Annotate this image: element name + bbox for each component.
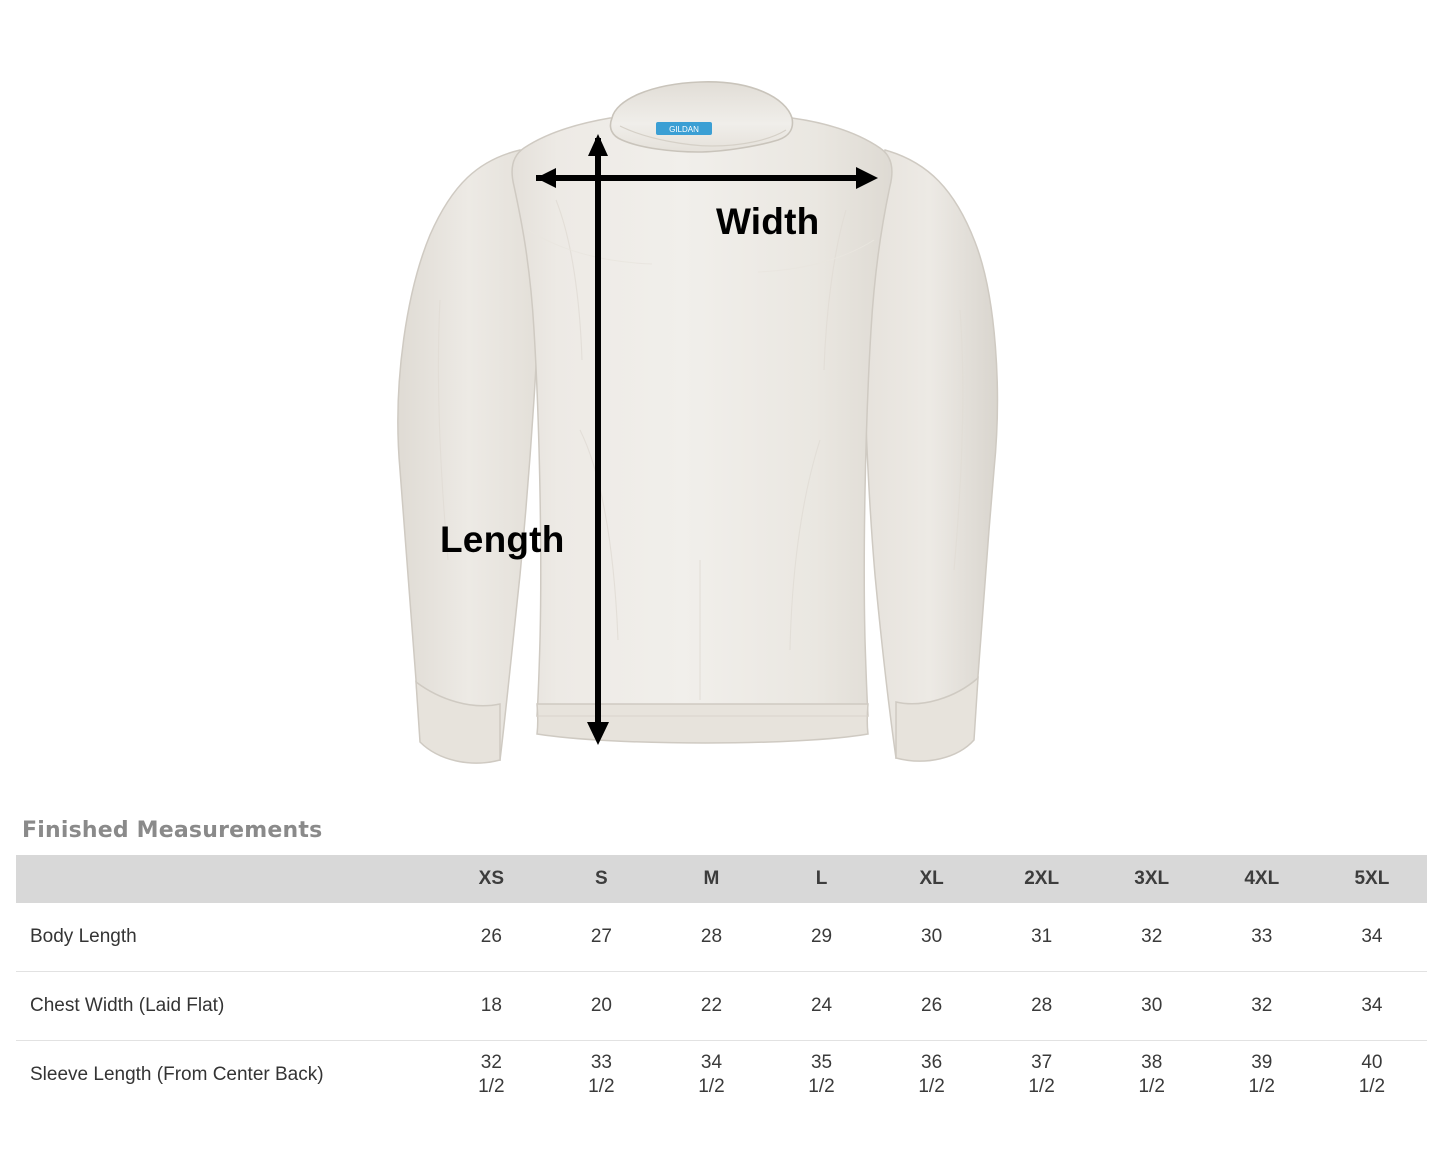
header-size-4xl: 4XL bbox=[1207, 855, 1317, 903]
value-whole: 39 bbox=[1251, 1052, 1273, 1074]
cell-chest-width-2xl: 28 bbox=[987, 972, 1097, 1041]
cell-body-length-m: 28 bbox=[656, 903, 766, 972]
size-chart-table bbox=[16, 855, 1427, 1109]
cell-body-length-l: 29 bbox=[766, 903, 876, 972]
value-whole: 32 bbox=[480, 1052, 502, 1074]
header-size-5xl: 5XL bbox=[1317, 855, 1427, 903]
header-size-xs: XS bbox=[436, 855, 546, 903]
value-whole: 35 bbox=[810, 1052, 833, 1074]
value-whole: 37 bbox=[1031, 1052, 1053, 1074]
length-annotation-label: Length bbox=[440, 519, 565, 560]
brand-tag-text: GILDAN bbox=[669, 125, 699, 134]
header-size-l: L bbox=[766, 855, 876, 903]
value-whole: 33 bbox=[590, 1052, 612, 1074]
cell-chest-width-l: 24 bbox=[766, 972, 876, 1041]
finished-measurements-section bbox=[0, 800, 1445, 1109]
cell-sleeve-length-4xl bbox=[1207, 1041, 1317, 1110]
table-row bbox=[16, 972, 1427, 1041]
cell-sleeve-length-xs bbox=[436, 1041, 546, 1110]
cell-chest-width-m: 22 bbox=[656, 972, 766, 1041]
value-fraction: 1/2 bbox=[1358, 1076, 1386, 1097]
cell-sleeve-length-xl bbox=[877, 1041, 987, 1110]
value-fraction: 1/2 bbox=[1138, 1076, 1165, 1097]
cell-chest-width-s: 20 bbox=[546, 972, 656, 1041]
value-fraction: 1/2 bbox=[918, 1076, 945, 1097]
cell-body-length-2xl: 31 bbox=[987, 903, 1097, 972]
cell-chest-width-xl: 26 bbox=[877, 972, 987, 1041]
row-label-body-length: Body Length bbox=[16, 903, 436, 972]
cell-sleeve-length-3xl bbox=[1097, 1041, 1207, 1110]
cell-body-length-s: 27 bbox=[546, 903, 656, 972]
measurements-title: Finished Measurements bbox=[22, 818, 323, 843]
brand-tag bbox=[656, 122, 712, 135]
header-size-3xl: 3XL bbox=[1097, 855, 1207, 903]
value-whole: 36 bbox=[921, 1052, 943, 1074]
cell-chest-width-3xl: 30 bbox=[1097, 972, 1207, 1041]
header-size-xl: XL bbox=[877, 855, 987, 903]
table-row bbox=[16, 903, 1427, 972]
cell-sleeve-length-l bbox=[766, 1041, 876, 1110]
header-size-m: M bbox=[656, 855, 766, 903]
cell-body-length-xl: 30 bbox=[877, 903, 987, 972]
table-header-row bbox=[16, 855, 1427, 903]
value-whole: 40 bbox=[1361, 1052, 1383, 1074]
sweatshirt-body bbox=[398, 82, 997, 763]
value-whole: 34 bbox=[700, 1052, 723, 1074]
cell-chest-width-4xl: 32 bbox=[1207, 972, 1317, 1041]
header-size-2xl: 2XL bbox=[987, 855, 1097, 903]
cell-sleeve-length-5xl bbox=[1317, 1041, 1427, 1110]
header-measurement-name bbox=[16, 855, 436, 903]
value-whole: 38 bbox=[1141, 1052, 1163, 1074]
cell-body-length-3xl: 32 bbox=[1097, 903, 1207, 972]
width-annotation-label: Width bbox=[716, 201, 820, 242]
cell-sleeve-length-2xl bbox=[987, 1041, 1097, 1110]
value-fraction: 1/2 bbox=[698, 1076, 725, 1097]
value-fraction: 1/2 bbox=[808, 1076, 835, 1097]
cell-sleeve-length-s bbox=[546, 1041, 656, 1110]
row-label-chest-width: Chest Width (Laid Flat) bbox=[16, 972, 436, 1041]
cell-chest-width-xs: 18 bbox=[436, 972, 546, 1041]
value-fraction: 1/2 bbox=[1028, 1076, 1055, 1097]
row-label-sleeve-length: Sleeve Length (From Center Back) bbox=[30, 1064, 324, 1086]
header-size-s: S bbox=[546, 855, 656, 903]
value-fraction: 1/2 bbox=[1248, 1076, 1275, 1097]
table-row bbox=[16, 1041, 1427, 1110]
cell-sleeve-length-m bbox=[656, 1041, 766, 1110]
value-fraction: 1/2 bbox=[478, 1076, 505, 1097]
cell-body-length-xs: 26 bbox=[436, 903, 546, 972]
value-fraction: 1/2 bbox=[588, 1076, 615, 1097]
cell-body-length-4xl: 33 bbox=[1207, 903, 1317, 972]
cell-chest-width-5xl: 34 bbox=[1317, 972, 1427, 1041]
cell-body-length-5xl: 34 bbox=[1317, 903, 1427, 972]
